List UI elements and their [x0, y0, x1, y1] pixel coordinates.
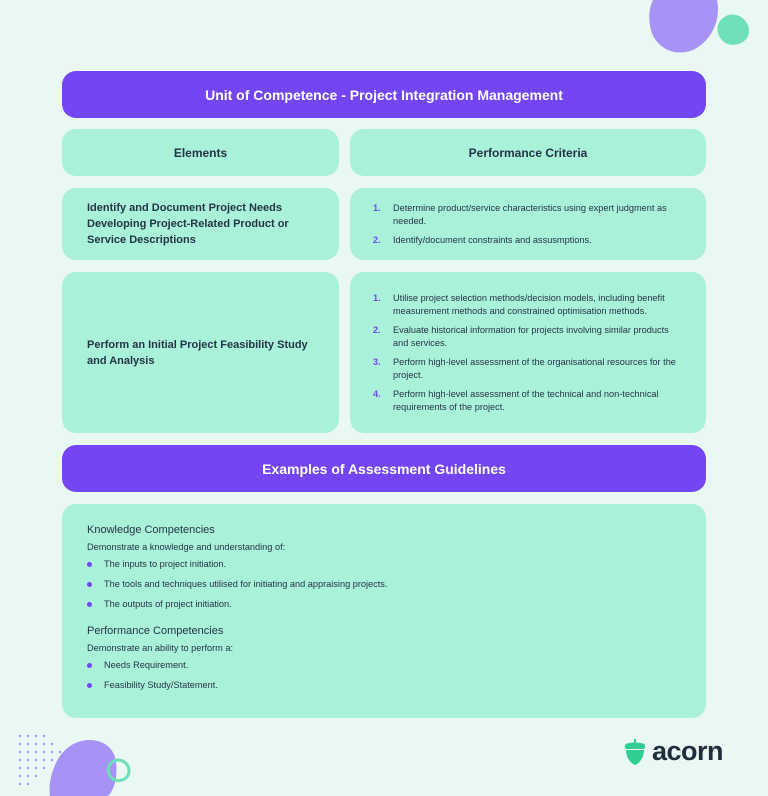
purple-blob-decoration: [645, 0, 725, 56]
list-item: [87, 598, 681, 611]
element-cell: [62, 272, 339, 433]
brand-name: acorn: [652, 736, 724, 766]
unit-title-banner: [62, 71, 706, 118]
criteria-cell: [350, 188, 706, 260]
criteria-item: [373, 356, 686, 382]
criteria-number: 2.: [373, 234, 381, 245]
list-item-text: The outputs of project initiation.: [104, 599, 232, 609]
criteria-text: Perform high-level assessment of the technical and non-technical requirements of the project.: [393, 388, 659, 412]
acorn-logo: [624, 736, 723, 767]
list-item: [87, 679, 681, 692]
list-item-text: Feasibility Study/Statement.: [104, 680, 218, 690]
bullet-icon: [87, 663, 92, 668]
bullet-icon: [87, 582, 92, 587]
criteria-number: 1.: [373, 202, 381, 213]
performance-intro: Demonstrate an ability to perform a:: [87, 643, 234, 653]
criteria-number: 1.: [373, 292, 381, 303]
assessment-title-banner: [62, 445, 706, 492]
criteria-cell: [350, 272, 706, 433]
bullet-icon: [87, 683, 92, 688]
acorn-icon: [624, 739, 646, 765]
list-item-text: The tools and techniques utilised for initiating and appraising projects.: [104, 579, 388, 589]
list-item: [87, 578, 681, 591]
criteria-header: [350, 129, 706, 176]
mint-outline-decoration: [106, 758, 132, 784]
criteria-item: [373, 324, 686, 350]
criteria-text: Utilise project selection methods/decision models, including benefit measurement methods and constrained optimisation methods.: [393, 292, 665, 316]
criteria-list: [373, 202, 686, 247]
elements-header: [62, 129, 339, 176]
element-text: Perform an Initial Project Feasibility Study and Analysis: [87, 338, 308, 367]
criteria-item: [373, 234, 686, 247]
knowledge-heading: Knowledge Competencies: [87, 524, 215, 536]
list-item-text: The inputs to project initiation.: [104, 559, 227, 569]
criteria-text: Identify/document constraints and assusmptions.: [393, 234, 592, 245]
performance-list: [87, 659, 681, 692]
criteria-text: Determine product/service characteristics using expert judgment as needed.: [393, 202, 667, 226]
knowledge-intro: Demonstrate a knowledge and understanding of:: [87, 542, 286, 552]
performance-heading: Performance Competencies: [87, 625, 224, 637]
elements-header-label: Elements: [173, 145, 228, 160]
unit-title: Unit of Competence - Project Integration Management: [205, 86, 563, 103]
element-text: Identify and Document Project Needs Developing Project-Related Product or Service Descriptions: [87, 202, 289, 246]
criteria-list: [373, 292, 686, 414]
bullet-icon: [87, 602, 92, 607]
criteria-number: 2.: [373, 324, 381, 335]
criteria-item: [373, 292, 686, 318]
knowledge-list: [87, 558, 681, 611]
assessment-title: Examples of Assessment Guidelines: [262, 460, 506, 477]
list-item: [87, 659, 681, 672]
assessment-panel: [62, 504, 706, 718]
mint-blob-decoration: [716, 13, 752, 49]
criteria-text: Perform high-level assessment of the organisational resources for the project.: [393, 356, 676, 380]
criteria-item: [373, 388, 686, 414]
criteria-header-label: Performance Criteria: [468, 145, 588, 160]
element-cell: [62, 188, 339, 260]
criteria-item: [373, 202, 686, 228]
criteria-number: 3.: [373, 356, 381, 367]
bullet-icon: [87, 562, 92, 567]
criteria-number: 4.: [373, 388, 381, 399]
list-item: [87, 558, 681, 571]
criteria-text: Evaluate historical information for projects involving similar products and services.: [393, 324, 669, 348]
list-item-text: Needs Requirement.: [104, 660, 189, 670]
